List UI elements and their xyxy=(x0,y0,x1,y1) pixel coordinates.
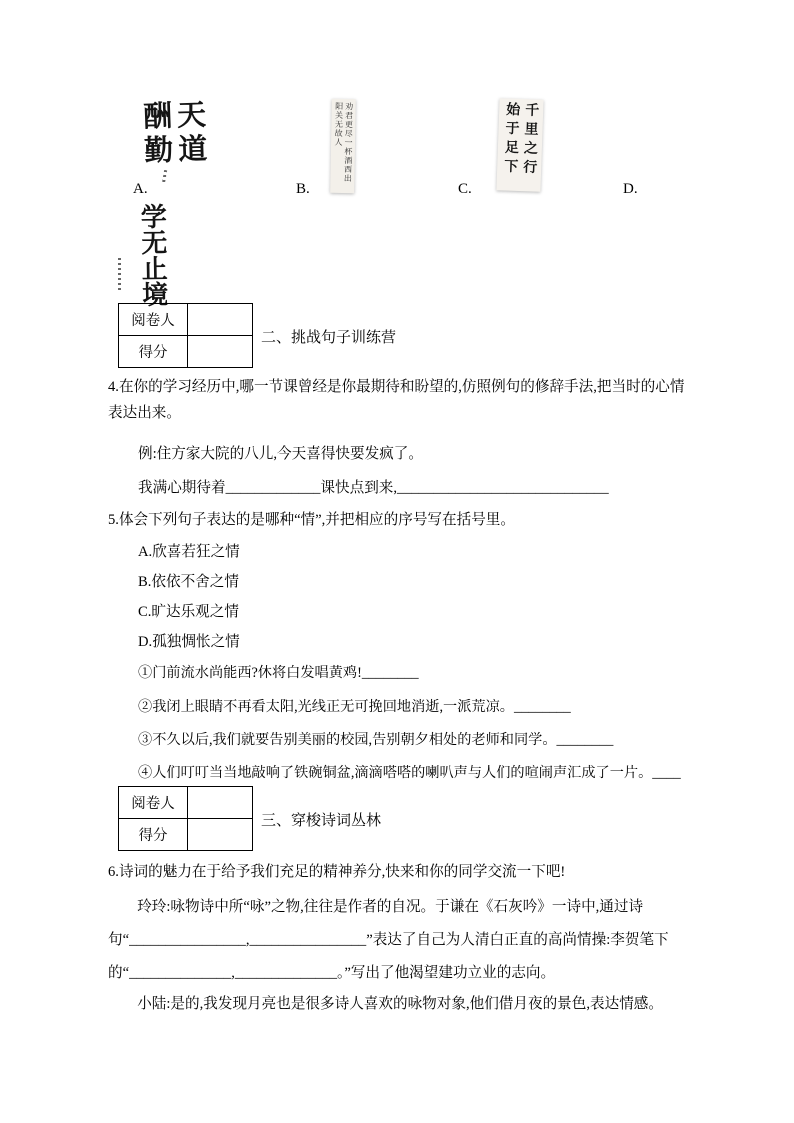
calligraphy-image-c: 千里之行始于足下 xyxy=(496,98,543,191)
option-label-a: A. xyxy=(133,181,148,197)
question6-lingling-dialogue: 玲玲:咏物诗中所“咏”之物,往往是作者的自况。于谦在《石灰吟》一诗中,通过诗句“________________,________________”表达了自己为人清白正直的高尚情操:李贺笔下的“______________,______________。”写出了他渴望建功立业的志向。 xyxy=(108,899,669,981)
calligraphy-image-a: 天道酬勤 xyxy=(138,98,207,170)
question6-stem: 6.诗词的魅力在于给予我们充足的精神养分,快来和你的同学交流一下吧! xyxy=(108,864,566,880)
question5-option-d: D.孤独惆怅之情 xyxy=(138,634,240,650)
option-label-b: B. xyxy=(296,181,310,197)
table-row xyxy=(119,819,253,851)
question4-fill-blank-line: 我满心期待着_____________课快点到来,_____________________________ xyxy=(138,480,609,496)
calligraphy-image-b: 劝君更尽一杯酒西出阳关无故人 xyxy=(330,99,356,193)
question4-example: 例:住方家大院的八儿,今天喜得快要发疯了。 xyxy=(138,446,423,462)
reviewer-label: 阅卷人 xyxy=(119,304,188,336)
score-label: 得分 xyxy=(119,819,188,851)
question5-option-c: C.旷达乐观之情 xyxy=(138,604,239,620)
score-table-section3 xyxy=(118,786,253,851)
calligraphy-image-d: 学无止境 xyxy=(137,202,168,308)
question5-item-3: ③不久以后,我们就要告别美丽的校园,告别朝夕相处的老师和同学。________ xyxy=(138,732,614,748)
signature-mark xyxy=(118,258,121,292)
option-label-d: D. xyxy=(623,181,638,197)
score-label: 得分 xyxy=(119,336,188,368)
question6-xiaolu-dialogue: 小陆:是的,我发现月亮也是很多诗人喜欢的咏物对象,他们借月夜的景色,表达情感。 xyxy=(137,996,663,1012)
question4-stem: 4.在你的学习经历中,哪一节课曾经是你最期待和盼望的,仿照例句的修辞手法,把当时的心情表达出来。 xyxy=(108,379,685,421)
option-label-c: C. xyxy=(458,181,472,197)
score-table-section2 xyxy=(118,303,253,368)
question5-stem: 5.体会下列句子表达的是哪种“情”,并把相应的序号写在括号里。 xyxy=(108,512,515,528)
table-row xyxy=(119,787,253,819)
question5-option-b: B.依依不舍之情 xyxy=(138,574,239,590)
section2-title: 二、挑战句子训练营 xyxy=(261,330,397,346)
question5-item-2: ②我闭上眼睛不再看太阳,光线正无可挽回地消逝,一派荒凉。________ xyxy=(138,699,571,715)
question5-item-4: ④人们叮叮当当地敲响了铁碗铜盆,滴滴嗒嗒的喇叭声与人们的喧闹声汇成了一片。____ xyxy=(138,765,681,781)
section3-title: 三、穿梭诗词丛林 xyxy=(261,813,382,829)
reviewer-blank-cell xyxy=(188,304,253,336)
reviewer-blank-cell xyxy=(188,787,253,819)
question5-option-a: A.欣喜若狂之情 xyxy=(138,544,240,560)
reviewer-label: 阅卷人 xyxy=(119,787,188,819)
score-blank-cell xyxy=(188,819,253,851)
table-row xyxy=(119,304,253,336)
table-row xyxy=(119,336,253,368)
score-blank-cell xyxy=(188,336,253,368)
question5-item-1: ①门前流水尚能西?休将白发唱黄鸡!________ xyxy=(138,665,419,681)
